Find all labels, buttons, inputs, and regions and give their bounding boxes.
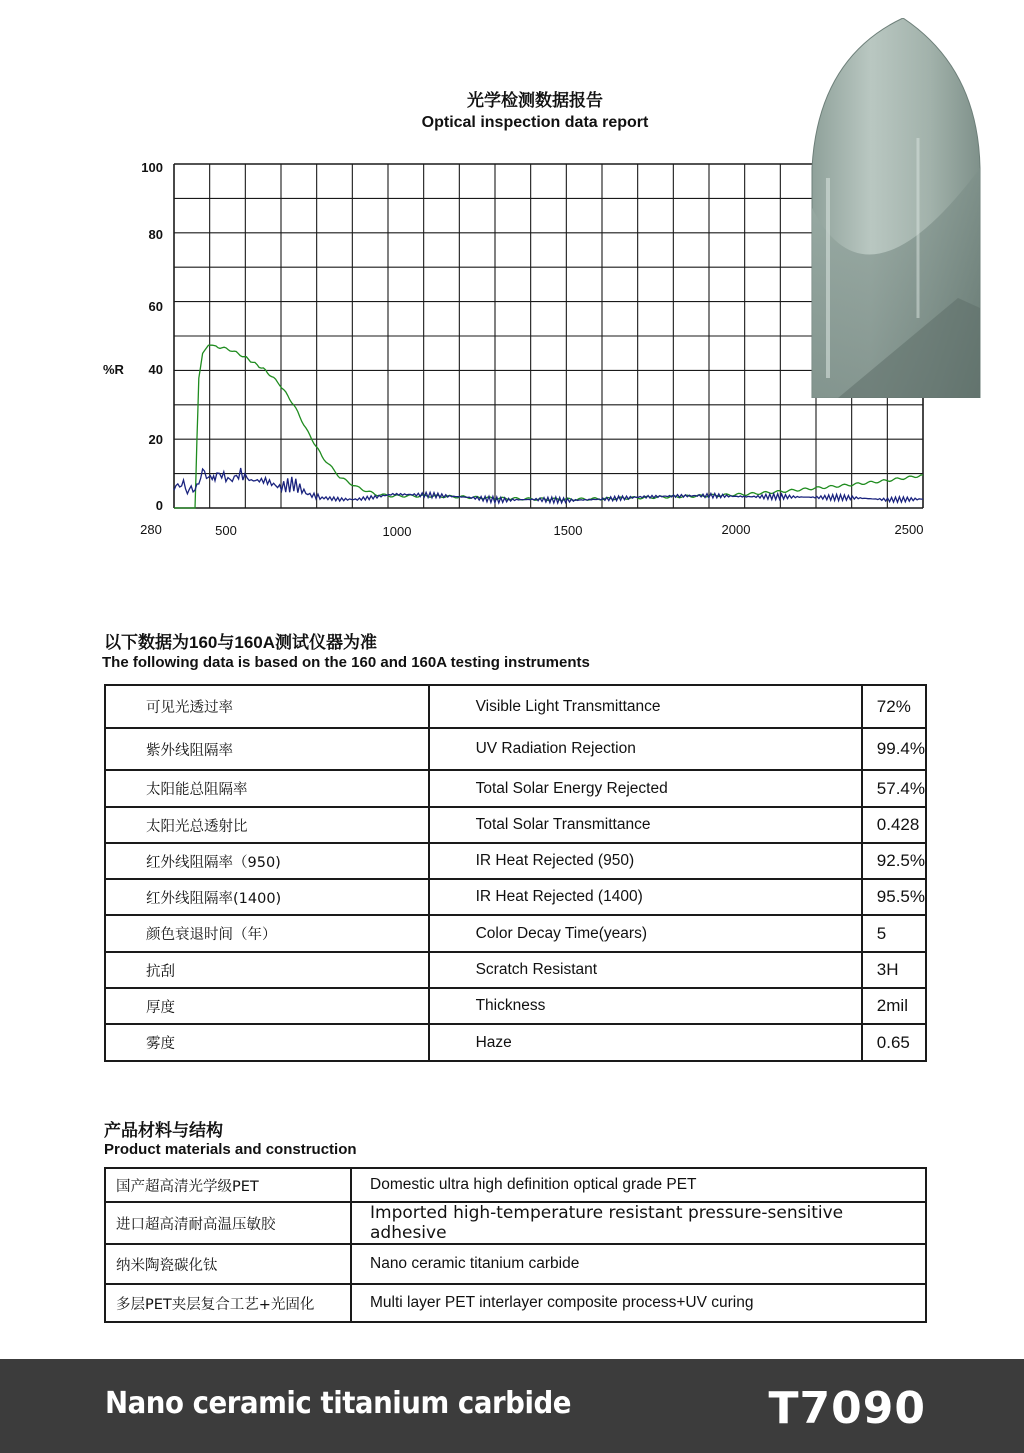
chart-title-cn: 光学检测数据报告 bbox=[467, 91, 603, 110]
spec-label-en: Total Solar Transmittance bbox=[429, 807, 862, 843]
spec-value: 72% bbox=[862, 685, 926, 728]
y-tick-label: 40 bbox=[148, 362, 163, 377]
spec-label-en: Total Solar Energy Rejected bbox=[429, 770, 862, 807]
spec-label-cn: 红外线阻隔率(1400) bbox=[105, 879, 429, 915]
spec-label-cn: 太阳能总阻隔率 bbox=[105, 770, 429, 807]
window-film-roll-image bbox=[808, 18, 984, 398]
spec-label-en: IR Heat Rejected (1400) bbox=[429, 879, 862, 915]
material-row bbox=[105, 1284, 926, 1322]
material-row bbox=[105, 1244, 926, 1284]
y-tick-label: 0 bbox=[155, 498, 163, 513]
y-tick-label: 80 bbox=[148, 227, 163, 242]
specs-heading-en: The following data is based on the 160 and 160A testing instruments bbox=[102, 654, 590, 671]
spec-row bbox=[105, 685, 926, 728]
spec-value: 99.4% bbox=[862, 728, 926, 770]
spec-label-cn: 颜色衰退时间（年） bbox=[105, 915, 429, 952]
spec-row bbox=[105, 915, 926, 952]
spec-value: 2mil bbox=[862, 988, 926, 1024]
spec-label-cn: 雾度 bbox=[105, 1024, 429, 1061]
spec-row bbox=[105, 843, 926, 879]
material-row bbox=[105, 1202, 926, 1244]
material-label-cn: 国产超高清光学级PET bbox=[105, 1168, 351, 1202]
spec-value: 5 bbox=[862, 915, 926, 952]
x-tick-label: 1500 bbox=[553, 523, 583, 538]
materials-table bbox=[104, 1167, 927, 1323]
spec-row bbox=[105, 879, 926, 915]
spec-row bbox=[105, 728, 926, 770]
material-label-en: Multi layer PET interlayer composite process+UV curing bbox=[351, 1284, 926, 1322]
spec-row bbox=[105, 988, 926, 1024]
spec-label-cn: 抗刮 bbox=[105, 952, 429, 988]
spec-label-en: Color Decay Time(years) bbox=[429, 915, 862, 952]
spec-row bbox=[105, 1024, 926, 1061]
y-tick-label: 20 bbox=[148, 432, 163, 447]
spec-row bbox=[105, 807, 926, 843]
spec-value: 3H bbox=[862, 952, 926, 988]
spec-value: 95.5% bbox=[862, 879, 926, 915]
spec-label-cn: 厚度 bbox=[105, 988, 429, 1024]
spec-label-en: Haze bbox=[429, 1024, 862, 1061]
material-label-en: Nano ceramic titanium carbide bbox=[351, 1244, 926, 1284]
y-tick-label: 100 bbox=[141, 160, 163, 175]
spec-label-en: Visible Light Transmittance bbox=[429, 685, 862, 728]
spec-label-en: UV Radiation Rejection bbox=[429, 728, 862, 770]
materials-heading-cn: 产品材料与结构 bbox=[104, 1121, 223, 1140]
materials-heading-en: Product materials and construction bbox=[104, 1141, 357, 1158]
material-label-cn: 进口超高清耐高温压敏胶 bbox=[105, 1202, 351, 1244]
y-tick-label: 60 bbox=[148, 299, 163, 314]
x-tick-label: 1000 bbox=[382, 524, 412, 539]
model-number: T7090 bbox=[768, 1383, 926, 1434]
specs-heading-cn: 以下数据为160与160A测试仪器为准 bbox=[104, 633, 378, 652]
x-tick-label: 280 bbox=[140, 522, 162, 537]
chart-title-en: Optical inspection data report bbox=[421, 114, 649, 131]
spec-label-en: Thickness bbox=[429, 988, 862, 1024]
x-tick-label: 500 bbox=[215, 523, 237, 538]
spec-row bbox=[105, 952, 926, 988]
material-row bbox=[105, 1168, 926, 1202]
material-label-cn: 纳米陶瓷碳化钛 bbox=[105, 1244, 351, 1284]
spec-value: 92.5% bbox=[862, 843, 926, 879]
y-axis-label: %R bbox=[103, 362, 124, 377]
material-label-cn: 多层PET夹层复合工艺+光固化 bbox=[105, 1284, 351, 1322]
spec-label-cn: 可见光透过率 bbox=[105, 685, 429, 728]
spec-value: 57.4% bbox=[862, 770, 926, 807]
spec-label-cn: 红外线阻隔率（950) bbox=[105, 843, 429, 879]
material-label-en: Imported high-temperature resistant pressure-sensitive adhesive bbox=[351, 1202, 926, 1244]
material-label-en: Domestic ultra high definition optical grade PET bbox=[351, 1168, 926, 1202]
spec-value: 0.65 bbox=[862, 1024, 926, 1061]
spec-label-en: Scratch Resistant bbox=[429, 952, 862, 988]
x-tick-label: 2000 bbox=[721, 522, 751, 537]
product-name: Nano ceramic titanium carbide bbox=[105, 1386, 571, 1421]
spec-value: 0.428 bbox=[862, 807, 926, 843]
spec-label-cn: 紫外线阻隔率 bbox=[105, 728, 429, 770]
x-tick-label: 2500 bbox=[894, 522, 924, 537]
specs-table bbox=[104, 684, 927, 1062]
spec-row bbox=[105, 770, 926, 807]
spec-label-cn: 太阳光总透射比 bbox=[105, 807, 429, 843]
spec-label-en: IR Heat Rejected (950) bbox=[429, 843, 862, 879]
